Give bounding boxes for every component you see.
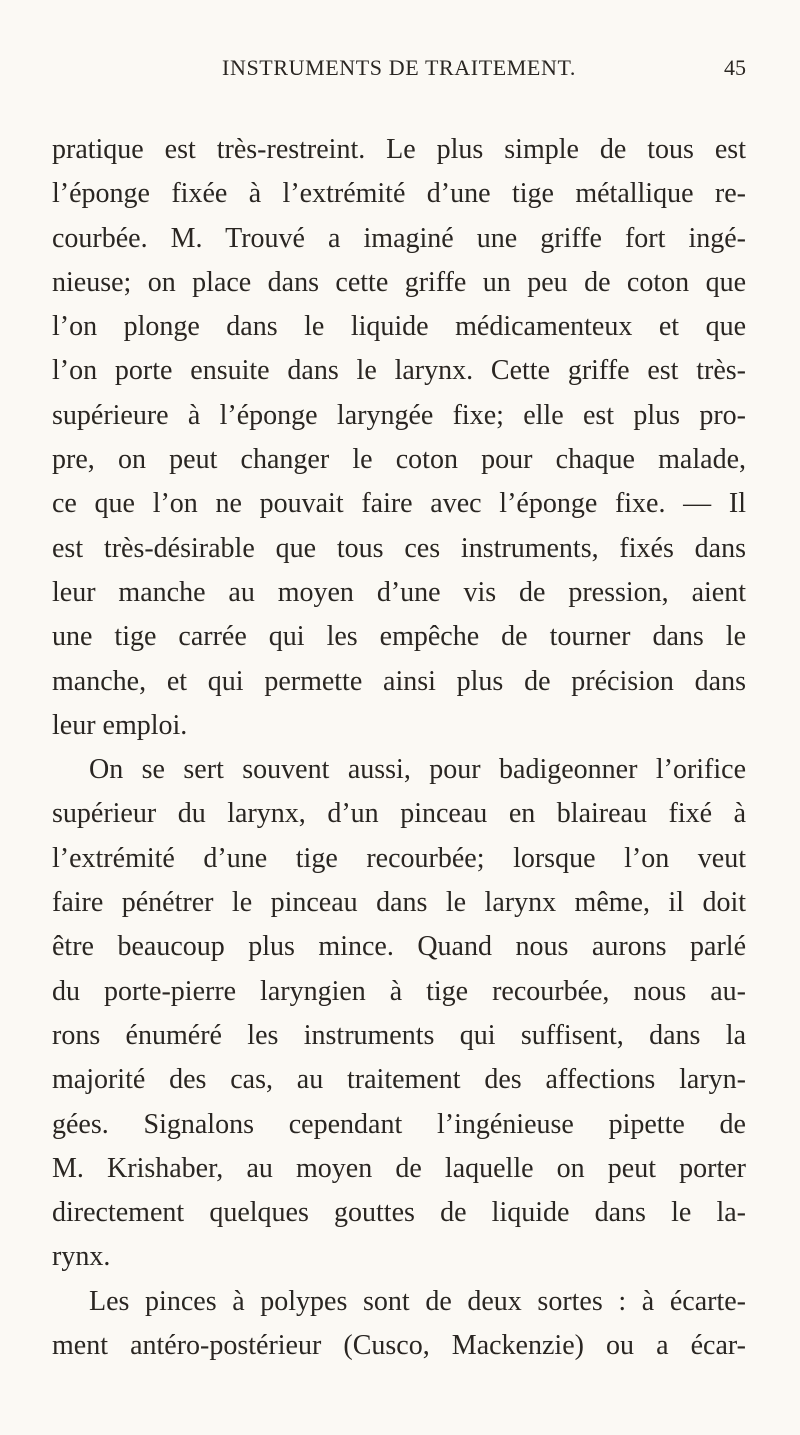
text-line: leur emploi. <box>52 709 188 741</box>
text-line: rynx. <box>52 1241 111 1273</box>
text-line: supérieur du larynx, d’un pinceau en blaireau fixé à <box>52 798 746 830</box>
text-line: manche, et qui permette ainsi plus de précision dans <box>52 665 746 697</box>
text-line: leur manche au moyen d’une vis de pression, aient <box>52 576 746 608</box>
text-line: l’éponge fixée à l’extrémité d’une tige métallique re- <box>52 178 746 210</box>
text-line: l’on porte ensuite dans le larynx. Cette griffe est très- <box>52 355 746 387</box>
text-line: l’extrémité d’une tige recourbée; lorsque l’on veut <box>52 842 746 874</box>
text-line: On se sert souvent aussi, pour badigeonner l’orifice <box>89 754 746 786</box>
text-line: une tige carrée qui les empêche de tourner dans le <box>52 621 746 653</box>
text-line: supérieure à l’éponge laryngée fixe; elle est plus pro- <box>52 399 746 431</box>
text-line: est très-désirable que tous ces instruments, fixés dans <box>52 532 746 564</box>
text-line: être beaucoup plus mince. Quand nous aurons parlé <box>52 931 746 963</box>
text-line: ment antéro-postérieur (Cusco, Mackenzie) ou a écar- <box>52 1330 746 1362</box>
text-line: pratique est très-restreint. Le plus simple de tous est <box>52 134 746 165</box>
text-line: rons énuméré les instruments qui suffisent, dans la <box>52 1019 746 1051</box>
text-line: faire pénétrer le pinceau dans le larynx même, il doit <box>52 887 746 919</box>
running-title: INSTRUMENTS DE TRAITEMENT. <box>222 55 576 80</box>
body-text <box>52 128 746 1368</box>
running-head <box>52 55 746 85</box>
text-line: gées. Signalons cependant l’ingénieuse pipette de <box>52 1108 746 1140</box>
text-line: courbée. M. Trouvé a imaginé une griffe fort ingé- <box>52 222 746 254</box>
page-number: 45 <box>724 55 746 80</box>
text-line: Les pinces à polypes sont de deux sortes : à écarte- <box>89 1285 746 1317</box>
text-line: l’on plonge dans le liquide médicamenteux et que <box>52 311 746 343</box>
text-line: majorité des cas, au traitement des affections laryn- <box>52 1064 746 1096</box>
text-line: du porte-pierre laryngien à tige recourbée, nous au- <box>52 975 746 1007</box>
text-line: M. Krishaber, au moyen de laquelle on peut porter <box>52 1152 746 1184</box>
text-line: pre, on peut changer le coton pour chaque malade, <box>52 444 746 476</box>
text-line: nieuse; on place dans cette griffe un peu de coton que <box>52 266 746 298</box>
text-line: directement quelques gouttes de liquide dans le la- <box>52 1197 746 1229</box>
text-line: ce que l’on ne pouvait faire avec l’éponge fixe. — Il <box>52 488 746 520</box>
